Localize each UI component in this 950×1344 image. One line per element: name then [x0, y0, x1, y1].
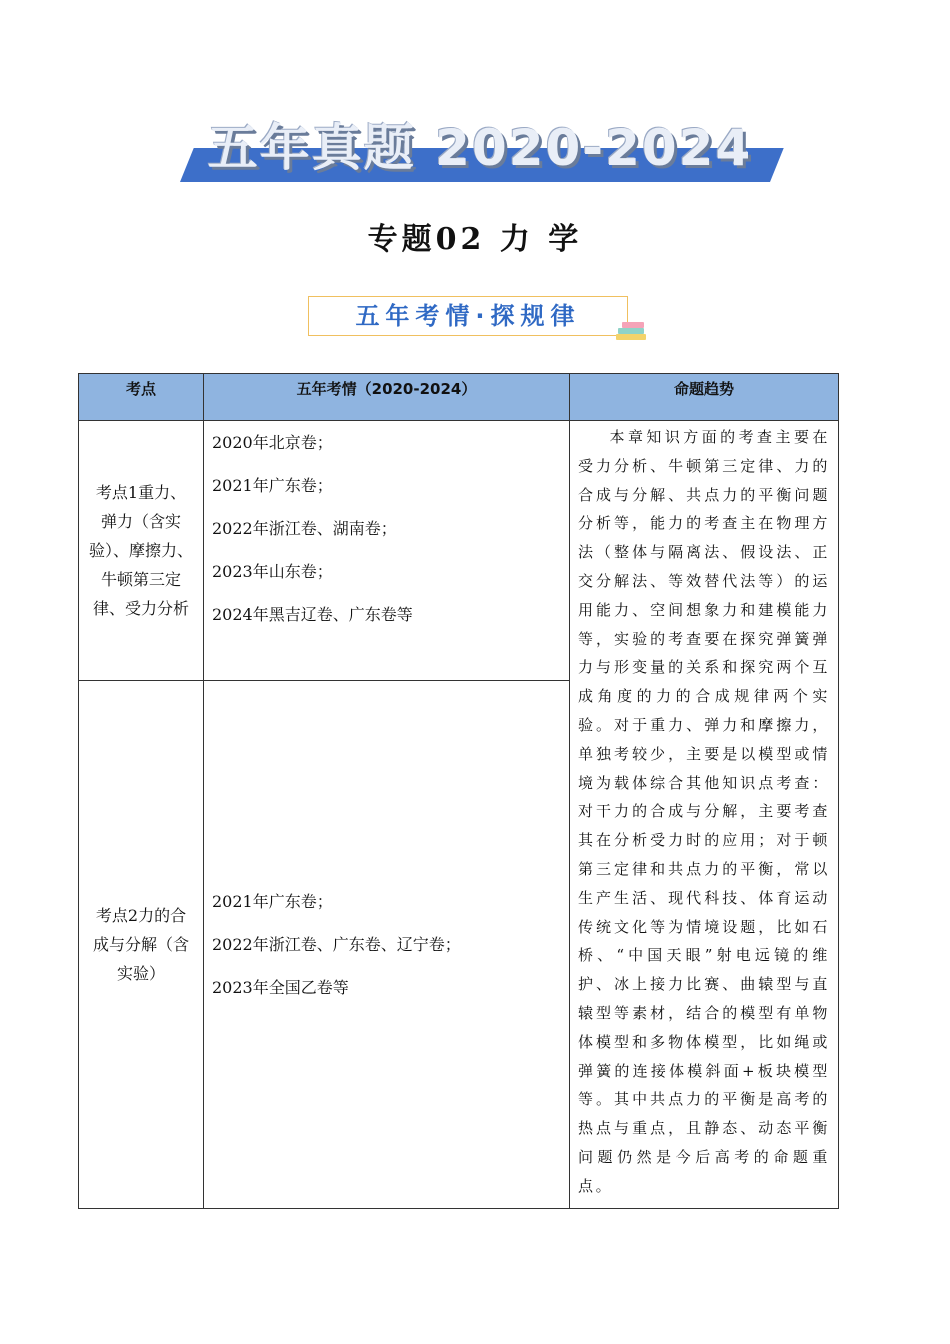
- exam-table: [78, 373, 839, 1209]
- year-entry: 2023年山东卷；: [212, 562, 333, 581]
- years-cell: [204, 421, 570, 681]
- section-badge: [308, 296, 628, 336]
- banner-title: 五年真题 2020-2024: [207, 119, 753, 177]
- trend-cell: 本章知识方面的考查主要在受力分析、牛顿第三定律、力的合成与分解、共点力的平衡问题分析等，能力的考查主在物理方法（整体与隔离法、假设法、正交分解法、等效替代法等）的运用能力、空间想象力和建模能力等，实验的考查要在探究弹簧弹力与形变量的关系和探究两个互成角度的力的合成规律两个实验。对于重力、弹力和摩擦力，单独考较少，主要是以模型或情境为载体综合其他知识点考查：对干力的合成与分解，主要考查其在分析受力时的应用；对于顿第三定律和共点力的平衡，常以生产生活、现代科技、体育运动传统文化等为情境设题，比如石桥、“中国天眼”射电远镜的维护、冰上接力比赛、曲辕型与直辕型等素材，结合的模型有单物体模型和多物体模型，比如绳或弹簧的连接体模斜面+板块模型等。其中共点力的平衡是高考的热点与重点，且静态、动态平衡问题仍然是今后高考的命题重点。: [570, 421, 839, 1209]
- table-row: [79, 421, 839, 681]
- topic-title: 专题02 力 学: [367, 222, 583, 257]
- year-entry: 2022年浙江卷、广东卷、辽宁卷；: [212, 935, 461, 954]
- table-header-row: [79, 374, 839, 421]
- year-entry: 2024年黑吉辽卷、广东卷等: [212, 605, 413, 624]
- year-entry: 2022年浙江卷、湖南卷；: [212, 519, 397, 538]
- header-point: 考点: [79, 374, 204, 421]
- year-entry: 2020年北京卷；: [212, 433, 333, 452]
- header-trend: 命题趋势: [570, 374, 839, 421]
- year-entry: 2021年广东卷；: [212, 476, 333, 495]
- point-cell: 考点1重力、弹力（含实验）、摩擦力、牛顿第三定律、受力分析: [79, 421, 204, 681]
- books-icon: [616, 322, 648, 344]
- years-cell: [204, 681, 570, 1209]
- header-years: 五年考情（2020-2024）: [204, 374, 570, 421]
- year-entry: 2023年全国乙卷等: [212, 978, 349, 997]
- point-cell: 考点2力的合成与分解（含实验）: [79, 681, 204, 1209]
- year-entry: 2021年广东卷；: [212, 892, 333, 911]
- banner: [180, 116, 770, 186]
- section-badge-label: 五年考情·探规律: [355, 302, 581, 330]
